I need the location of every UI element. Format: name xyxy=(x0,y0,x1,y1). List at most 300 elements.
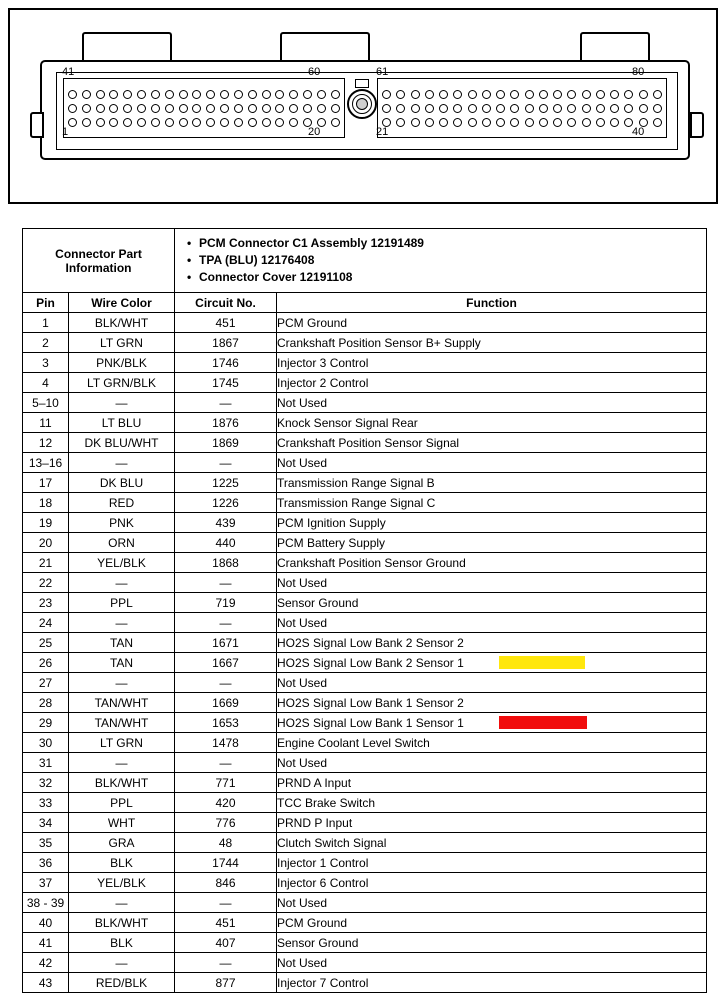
cell-function xyxy=(277,933,707,953)
column-header-wire-color: Wire Color xyxy=(69,293,175,313)
cell-wire-color: DK BLU xyxy=(69,473,175,493)
connector-cavity xyxy=(553,118,562,127)
table-header-info-row xyxy=(23,229,707,293)
cell-wire-color: PPL xyxy=(69,793,175,813)
cell-function xyxy=(277,653,707,673)
table-row xyxy=(23,533,707,553)
highlight-marker-red xyxy=(499,716,587,729)
connector-cavity xyxy=(234,90,243,99)
cell-circuit-no: 1226 xyxy=(175,493,277,513)
connector-cavity xyxy=(582,118,591,127)
connector-cavity xyxy=(82,104,91,113)
connector-note: • PCM Connector C1 Assembly 12191489 xyxy=(199,235,698,252)
connector-cavity xyxy=(206,118,215,127)
function-text: PRND A Input xyxy=(277,775,352,790)
cell-circuit-no: — xyxy=(175,613,277,633)
cavity-row-mid-left xyxy=(68,102,340,114)
table-row xyxy=(23,613,707,633)
function-text: Injector 3 Control xyxy=(277,355,369,370)
connector-cavity xyxy=(192,104,201,113)
connector-cavity xyxy=(317,90,326,99)
cavity-row-mid-right xyxy=(382,102,662,114)
cell-wire-color: PNK xyxy=(69,513,175,533)
cell-function xyxy=(277,393,707,413)
connector-cavity xyxy=(109,118,118,127)
cell-circuit-no: 771 xyxy=(175,773,277,793)
cell-wire-color: TAN xyxy=(69,633,175,653)
cell-function xyxy=(277,853,707,873)
cell-wire-color: TAN xyxy=(69,653,175,673)
connector-cavity xyxy=(525,104,534,113)
connector-cavity xyxy=(596,118,605,127)
connector-cavity xyxy=(192,90,201,99)
function-text: Crankshaft Position Sensor Ground xyxy=(277,555,466,570)
table-row xyxy=(23,713,707,733)
cell-circuit-no: 1745 xyxy=(175,373,277,393)
cell-pin: 18 xyxy=(23,493,69,513)
connector-cavity xyxy=(331,118,340,127)
cell-function xyxy=(277,893,707,913)
column-header-pin: Pin xyxy=(23,293,69,313)
connector-cavity xyxy=(220,90,229,99)
connector-cavity xyxy=(179,118,188,127)
connector-cavity xyxy=(179,104,188,113)
function-text: Injector 1 Control xyxy=(277,855,369,870)
connector-cavity xyxy=(596,104,605,113)
table-row xyxy=(23,893,707,913)
connector-cavity xyxy=(179,90,188,99)
highlight-marker-yellow xyxy=(499,656,585,669)
connector-cavity xyxy=(653,90,662,99)
function-text: Not Used xyxy=(277,615,328,630)
cell-wire-color: LT GRN xyxy=(69,333,175,353)
connector-note: • Connector Cover 12191108 xyxy=(199,269,698,286)
connector-notes-list xyxy=(185,235,698,286)
connector-cavity xyxy=(510,118,519,127)
connector-cavity xyxy=(151,104,160,113)
table-row xyxy=(23,753,707,773)
connector-cavity xyxy=(206,90,215,99)
cell-wire-color: YEL/BLK xyxy=(69,553,175,573)
connector-cavity xyxy=(525,90,534,99)
function-text: Not Used xyxy=(277,675,328,690)
function-text: Crankshaft Position Sensor Signal xyxy=(277,435,460,450)
cell-function xyxy=(277,753,707,773)
cavity-row-21-40 xyxy=(382,116,662,128)
connector-cavity xyxy=(289,118,298,127)
connector-cavity xyxy=(151,118,160,127)
table-row xyxy=(23,793,707,813)
cell-pin: 35 xyxy=(23,833,69,853)
column-header-circuit-no: Circuit No. xyxy=(175,293,277,313)
cavity-label-80: 80 xyxy=(632,66,645,78)
connector-cavity xyxy=(510,104,519,113)
cell-pin: 34 xyxy=(23,813,69,833)
cell-circuit-no: 451 xyxy=(175,313,277,333)
center-boss-inner xyxy=(356,98,368,110)
cell-circuit-no: 1744 xyxy=(175,853,277,873)
cell-function xyxy=(277,333,707,353)
cell-wire-color: — xyxy=(69,953,175,973)
connector-cavity xyxy=(639,90,648,99)
cell-function xyxy=(277,733,707,753)
connector-cavity xyxy=(482,118,491,127)
connector-cavity xyxy=(68,104,77,113)
function-text: Not Used xyxy=(277,895,328,910)
connector-cavity xyxy=(220,118,229,127)
cell-circuit-no: 1671 xyxy=(175,633,277,653)
connector-cavity xyxy=(109,90,118,99)
cell-pin: 20 xyxy=(23,533,69,553)
cell-function xyxy=(277,773,707,793)
function-text: Not Used xyxy=(277,575,328,590)
cell-wire-color: PPL xyxy=(69,593,175,613)
connector-cavity xyxy=(331,104,340,113)
cell-pin: 19 xyxy=(23,513,69,533)
table-row xyxy=(23,473,707,493)
cell-wire-color: LT GRN xyxy=(69,733,175,753)
cell-wire-color: — xyxy=(69,613,175,633)
connector-tab-right xyxy=(580,32,650,62)
cell-circuit-no: 439 xyxy=(175,513,277,533)
connector-part-information-cell xyxy=(23,229,175,293)
cell-circuit-no: — xyxy=(175,893,277,913)
table-row xyxy=(23,933,707,953)
cell-function xyxy=(277,533,707,553)
info-title-line1: Connector Part xyxy=(55,246,142,261)
connector-cavity xyxy=(553,104,562,113)
function-text: HO2S Signal Low Bank 1 Sensor 1 xyxy=(277,715,464,730)
connector-cavity xyxy=(468,104,477,113)
cell-wire-color: RED xyxy=(69,493,175,513)
function-text: PRND P Input xyxy=(277,815,353,830)
connector-cavity xyxy=(68,118,77,127)
connector-cavity xyxy=(496,104,505,113)
connector-cavity xyxy=(396,90,405,99)
cell-wire-color: BLK/WHT xyxy=(69,913,175,933)
cavity-block-left xyxy=(63,78,345,138)
connector-cavity xyxy=(396,104,405,113)
cell-function xyxy=(277,793,707,813)
connector-note: • TPA (BLU) 12176408 xyxy=(199,252,698,269)
table-row xyxy=(23,673,707,693)
connector-cavity xyxy=(234,118,243,127)
cell-pin: 23 xyxy=(23,593,69,613)
connector-cavity xyxy=(624,104,633,113)
cell-pin: 11 xyxy=(23,413,69,433)
connector-cavity xyxy=(653,118,662,127)
cell-pin: 17 xyxy=(23,473,69,493)
connector-cavity xyxy=(468,90,477,99)
connector-cavity xyxy=(151,90,160,99)
cell-circuit-no: 48 xyxy=(175,833,277,853)
connector-cavity xyxy=(165,90,174,99)
connector-cavity xyxy=(567,104,576,113)
connector-illustration xyxy=(8,8,718,204)
cell-wire-color: WHT xyxy=(69,813,175,833)
table-row xyxy=(23,553,707,573)
cell-wire-color: RED/BLK xyxy=(69,973,175,993)
connector-cavity xyxy=(439,104,448,113)
connector-cavity xyxy=(68,90,77,99)
table-row xyxy=(23,873,707,893)
cell-wire-color: — xyxy=(69,753,175,773)
cavity-label-40: 40 xyxy=(632,126,645,138)
connector-cavity xyxy=(275,104,284,113)
center-boss-tab xyxy=(355,79,369,88)
cell-circuit-no: 1867 xyxy=(175,333,277,353)
connector-cavity xyxy=(496,118,505,127)
connector-cavity xyxy=(303,90,312,99)
cell-pin: 13–16 xyxy=(23,453,69,473)
cell-circuit-no: 776 xyxy=(175,813,277,833)
cell-pin: 1 xyxy=(23,313,69,333)
cell-wire-color: GRA xyxy=(69,833,175,853)
cell-wire-color: BLK xyxy=(69,933,175,953)
connector-shell xyxy=(40,60,690,160)
cell-function xyxy=(277,353,707,373)
cell-function xyxy=(277,673,707,693)
connector-nub-left xyxy=(30,112,44,138)
connector-cavity xyxy=(220,104,229,113)
table-row xyxy=(23,353,707,373)
cell-circuit-no: — xyxy=(175,453,277,473)
table-row xyxy=(23,573,707,593)
cell-wire-color: BLK xyxy=(69,853,175,873)
table-row xyxy=(23,813,707,833)
table-row xyxy=(23,333,707,353)
connector-cavity xyxy=(653,104,662,113)
function-text: HO2S Signal Low Bank 2 Sensor 1 xyxy=(277,655,464,670)
connector-center-boss xyxy=(347,79,377,137)
function-text: PCM Ignition Supply xyxy=(277,515,386,530)
connector-cavity xyxy=(382,90,391,99)
cavity-row-41-60 xyxy=(68,88,340,100)
cell-wire-color: LT BLU xyxy=(69,413,175,433)
cell-wire-color: — xyxy=(69,393,175,413)
cell-function xyxy=(277,573,707,593)
cell-pin: 38 - 39 xyxy=(23,893,69,913)
cell-circuit-no: 1869 xyxy=(175,433,277,453)
connector-cavity xyxy=(96,104,105,113)
connector-cavity xyxy=(553,90,562,99)
cell-circuit-no: 440 xyxy=(175,533,277,553)
connector-shell-inner xyxy=(56,72,678,150)
function-text: Transmission Range Signal C xyxy=(277,495,436,510)
cell-wire-color: ORN xyxy=(69,533,175,553)
cell-wire-color: — xyxy=(69,573,175,593)
function-text: TCC Brake Switch xyxy=(277,795,376,810)
connector-tab-center xyxy=(280,32,370,62)
cell-circuit-no: 877 xyxy=(175,973,277,993)
connector-cavity xyxy=(482,90,491,99)
cell-function xyxy=(277,593,707,613)
connector-notes-cell xyxy=(175,229,707,293)
pinout-rows xyxy=(23,313,707,993)
connector-cavity xyxy=(582,90,591,99)
function-text: Sensor Ground xyxy=(277,935,359,950)
function-text: Injector 6 Control xyxy=(277,875,369,890)
cell-circuit-no: 1478 xyxy=(175,733,277,753)
connector-cavity xyxy=(123,104,132,113)
connector-cavity xyxy=(234,104,243,113)
cell-circuit-no: 1868 xyxy=(175,553,277,573)
connector-cavity xyxy=(396,118,405,127)
connector-cavity xyxy=(82,118,91,127)
cavity-block-right xyxy=(377,78,667,138)
cell-wire-color: — xyxy=(69,673,175,693)
connector-cavity xyxy=(123,90,132,99)
connector-cavity xyxy=(275,90,284,99)
cell-wire-color: YEL/BLK xyxy=(69,873,175,893)
pinout-table-wrap xyxy=(22,228,706,993)
table-row xyxy=(23,773,707,793)
cell-function xyxy=(277,453,707,473)
cell-wire-color: BLK/WHT xyxy=(69,773,175,793)
connector-cavity xyxy=(137,118,146,127)
cell-function xyxy=(277,313,707,333)
cell-pin: 28 xyxy=(23,693,69,713)
function-text: Knock Sensor Signal Rear xyxy=(277,415,418,430)
connector-cavity xyxy=(96,118,105,127)
connector-cavity xyxy=(510,90,519,99)
function-text: Injector 2 Control xyxy=(277,375,369,390)
function-text: PCM Ground xyxy=(277,315,348,330)
cell-pin: 22 xyxy=(23,573,69,593)
connector-cavity xyxy=(610,104,619,113)
connector-cavity xyxy=(317,104,326,113)
table-row xyxy=(23,653,707,673)
cell-function xyxy=(277,513,707,533)
cavity-label-20: 20 xyxy=(308,126,321,138)
cell-circuit-no: — xyxy=(175,573,277,593)
connector-cavity xyxy=(262,104,271,113)
connector-cavity xyxy=(596,90,605,99)
table-row xyxy=(23,853,707,873)
table-row xyxy=(23,593,707,613)
connector-cavity xyxy=(567,90,576,99)
cell-wire-color: LT GRN/BLK xyxy=(69,373,175,393)
connector-cavity xyxy=(539,90,548,99)
connector-cavity xyxy=(439,118,448,127)
connector-cavity xyxy=(411,118,420,127)
table-row xyxy=(23,953,707,973)
info-title-line2: Information xyxy=(65,260,132,275)
cavity-label-1: 1 xyxy=(62,126,69,138)
connector-cavity xyxy=(425,90,434,99)
cell-function xyxy=(277,613,707,633)
cell-pin: 41 xyxy=(23,933,69,953)
cell-pin: 5–10 xyxy=(23,393,69,413)
cell-pin: 27 xyxy=(23,673,69,693)
connector-cavity xyxy=(137,90,146,99)
function-text: Not Used xyxy=(277,395,328,410)
cell-function xyxy=(277,713,707,733)
connector-cavity xyxy=(275,118,284,127)
connector-cavity xyxy=(539,104,548,113)
connector-cavity xyxy=(248,90,257,99)
cell-function xyxy=(277,633,707,653)
cell-pin: 32 xyxy=(23,773,69,793)
function-text: HO2S Signal Low Bank 1 Sensor 2 xyxy=(277,695,464,710)
cell-circuit-no: — xyxy=(175,673,277,693)
cell-pin: 21 xyxy=(23,553,69,573)
cell-circuit-no: — xyxy=(175,393,277,413)
connector-cavity xyxy=(439,90,448,99)
cell-pin: 2 xyxy=(23,333,69,353)
connector-cavity xyxy=(610,118,619,127)
table-row xyxy=(23,373,707,393)
connector-cavity xyxy=(453,90,462,99)
connector-cavity xyxy=(248,104,257,113)
table-row xyxy=(23,393,707,413)
connector-cavity xyxy=(639,104,648,113)
connector-cavity xyxy=(496,90,505,99)
table-row xyxy=(23,453,707,473)
cell-circuit-no: — xyxy=(175,753,277,773)
table-row xyxy=(23,413,707,433)
connector-cavity xyxy=(411,90,420,99)
cell-circuit-no: 451 xyxy=(175,913,277,933)
cell-pin: 26 xyxy=(23,653,69,673)
connector-cavity xyxy=(331,90,340,99)
cell-pin: 4 xyxy=(23,373,69,393)
connector-cavity xyxy=(453,118,462,127)
connector-cavity xyxy=(382,104,391,113)
cell-circuit-no: 846 xyxy=(175,873,277,893)
table-column-header-row xyxy=(23,293,707,313)
cell-function xyxy=(277,833,707,853)
connector-cavity xyxy=(206,104,215,113)
connector-cavity xyxy=(96,90,105,99)
connector-cavity xyxy=(525,118,534,127)
connector-cavity xyxy=(425,104,434,113)
function-text: Transmission Range Signal B xyxy=(277,475,435,490)
cavity-label-41: 41 xyxy=(62,66,75,78)
table-row xyxy=(23,433,707,453)
cell-pin: 30 xyxy=(23,733,69,753)
cell-pin: 40 xyxy=(23,913,69,933)
cell-pin: 12 xyxy=(23,433,69,453)
connector-cavity xyxy=(453,104,462,113)
cell-pin: 29 xyxy=(23,713,69,733)
table-row xyxy=(23,693,707,713)
connector-cavity xyxy=(109,104,118,113)
cell-pin: 36 xyxy=(23,853,69,873)
cell-function xyxy=(277,873,707,893)
function-text: Not Used xyxy=(277,755,328,770)
cell-circuit-no: 407 xyxy=(175,933,277,953)
cell-function xyxy=(277,973,707,993)
cavity-label-21: 21 xyxy=(376,126,389,138)
function-text: Clutch Switch Signal xyxy=(277,835,387,850)
function-text: Engine Coolant Level Switch xyxy=(277,735,430,750)
connector-tab-left xyxy=(82,32,172,62)
connector-cavity xyxy=(468,118,477,127)
connector-cavity xyxy=(165,118,174,127)
table-row xyxy=(23,833,707,853)
connector-cavity xyxy=(192,118,201,127)
function-text: PCM Ground xyxy=(277,915,348,930)
connector-cavity xyxy=(262,118,271,127)
connector-cavity xyxy=(624,90,633,99)
cell-pin: 3 xyxy=(23,353,69,373)
connector-cavity xyxy=(123,118,132,127)
cell-circuit-no: 1653 xyxy=(175,713,277,733)
table-row xyxy=(23,633,707,653)
cell-wire-color: TAN/WHT xyxy=(69,693,175,713)
function-text: Sensor Ground xyxy=(277,595,359,610)
